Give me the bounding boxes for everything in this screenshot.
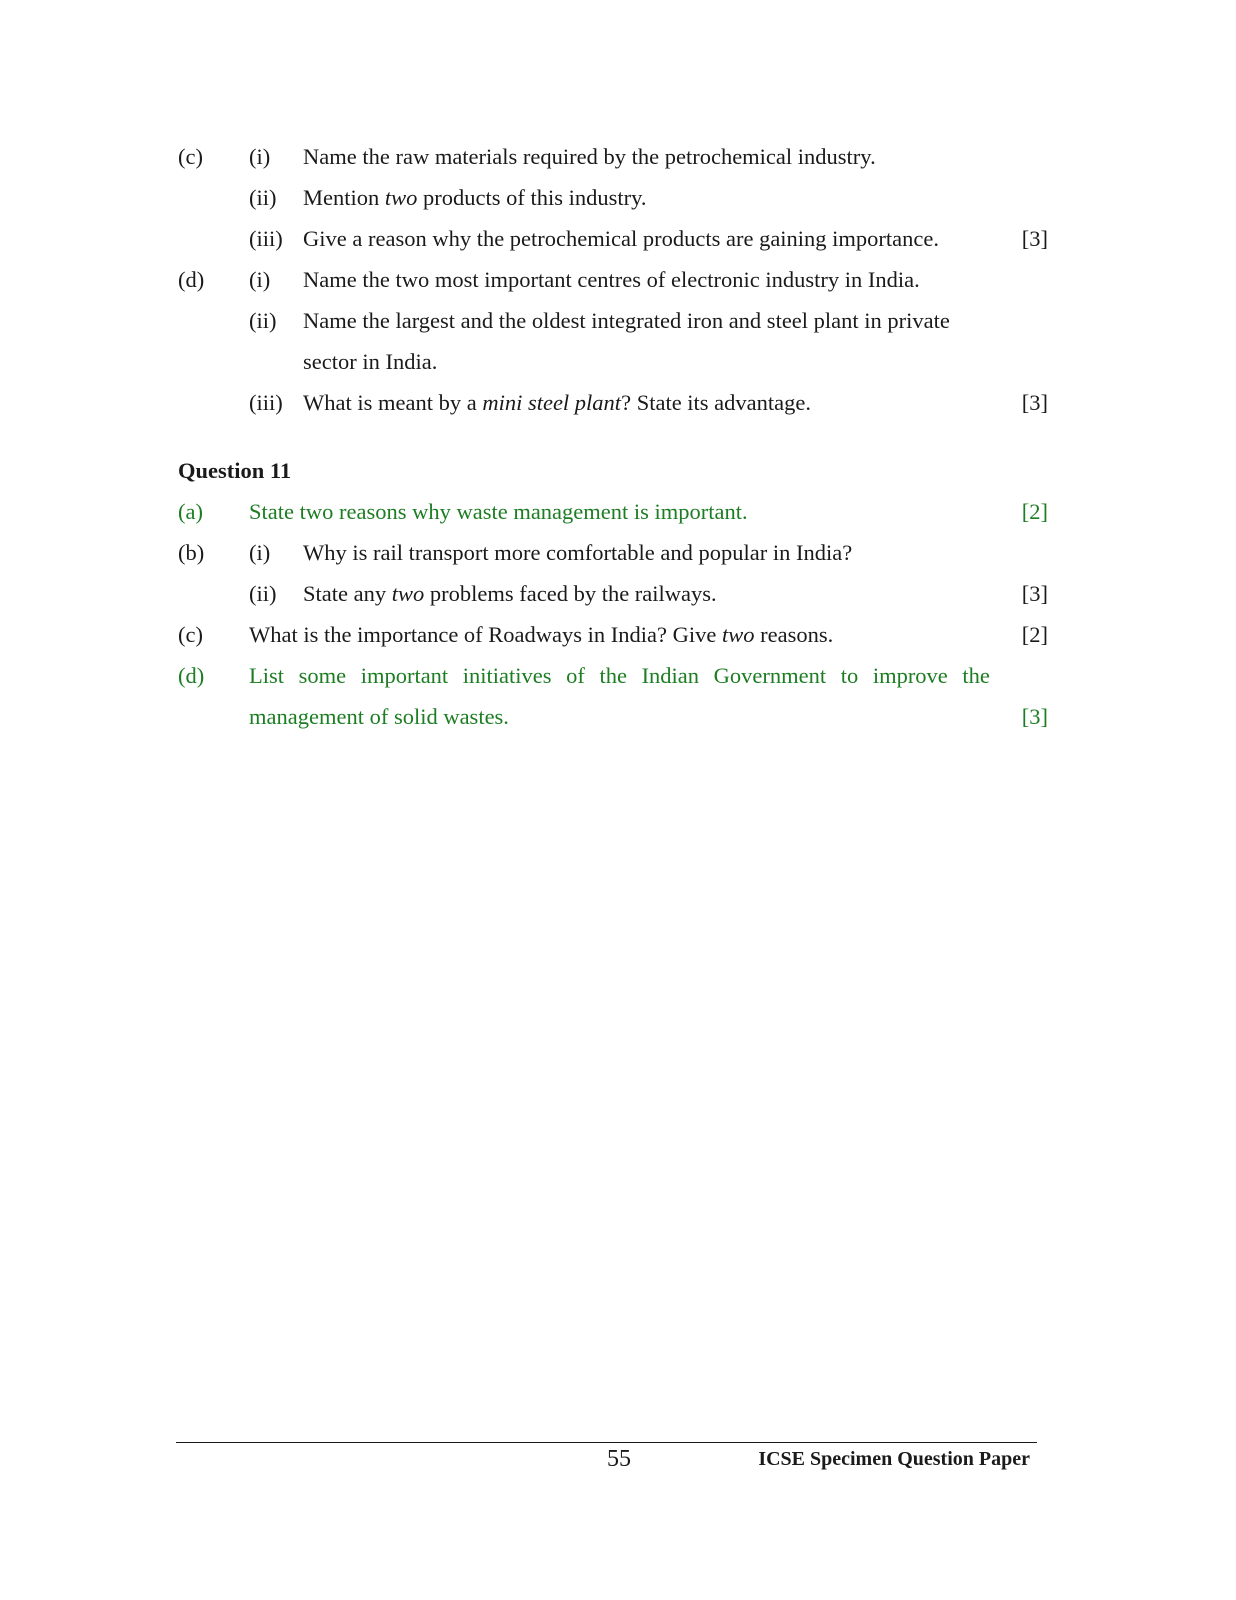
text-segment: State any [303, 581, 392, 606]
question-heading: Question 11 [178, 458, 292, 483]
q10-c-ii-text [303, 183, 647, 213]
q10-d-ii-text-line2: sector in India. [303, 349, 438, 374]
q11-b-i-text: Why is rail transport more comfortable and popular in India? [303, 540, 853, 565]
q10-d-iii-text [303, 388, 811, 418]
q11-c-label: (c) [178, 622, 203, 647]
text-segment: reasons. [754, 622, 834, 647]
q10-c-ii-num: (ii) [249, 185, 277, 210]
q11-d-text-line2: management of solid wastes. [249, 704, 509, 729]
q11-a-marks: [2] [1021, 499, 1048, 524]
text-segment: Mention [303, 185, 385, 210]
text-segment: products of this industry. [417, 185, 647, 210]
word: improve [872, 663, 948, 688]
text-segment: ? State its advantage. [621, 390, 812, 415]
q10-d-label: (d) [178, 267, 205, 292]
q11-d-marks: [3] [1021, 704, 1048, 729]
q11-b-ii-text [303, 579, 717, 609]
word: the [962, 663, 990, 688]
q10-c-i-text: Name the raw materials required by the petrochemical industry. [303, 144, 876, 169]
word: List [249, 663, 285, 688]
q10-d-i-text: Name the two most important centres of electronic industry in India. [303, 267, 920, 292]
italic-text: two [391, 581, 425, 606]
q10-c-i-num: (i) [249, 144, 271, 169]
q11-b-i-num: (i) [249, 540, 271, 565]
q10-c-label: (c) [178, 144, 203, 169]
q11-c-marks: [2] [1021, 622, 1048, 647]
footer-divider [176, 1442, 1037, 1443]
q11-d-label: (d) [178, 663, 205, 688]
word: initiatives [462, 663, 552, 688]
word: Government [713, 663, 827, 688]
word: the [599, 663, 627, 688]
q10-c-iii-text: Give a reason why the petrochemical products are gaining importance. [303, 226, 940, 251]
q11-b-marks: [3] [1021, 581, 1048, 606]
word: important [360, 663, 449, 688]
q11-a-label: (a) [178, 499, 203, 524]
text-segment: What is meant by a [303, 390, 483, 415]
italic-text: two [721, 622, 755, 647]
q10-d-iii-num: (iii) [249, 390, 283, 415]
page-number: 55 [607, 1446, 631, 1472]
q10-d-ii-num: (ii) [249, 308, 277, 333]
italic-text: mini steel plant [482, 390, 622, 415]
q11-c-text [249, 620, 833, 650]
q10-d-ii-text-line1: Name the largest and the oldest integrated iron and steel plant in private [303, 308, 950, 333]
word: of [566, 663, 585, 688]
word: to [840, 663, 859, 688]
footer-title: ICSE Specimen Question Paper [758, 1448, 1030, 1470]
italic-text: two [384, 185, 418, 210]
q11-b-ii-num: (ii) [249, 581, 277, 606]
q11-a-text: State two reasons why waste management is important. [249, 499, 748, 524]
text-segment: What is the importance of Roadways in India? Give [249, 622, 722, 647]
word: Indian [641, 663, 700, 688]
q10-c-marks: [3] [1021, 226, 1048, 251]
q11-d-text-line1 [249, 661, 990, 691]
word: some [298, 663, 347, 688]
q10-d-marks: [3] [1021, 390, 1048, 415]
q11-b-label: (b) [178, 540, 205, 565]
q10-d-i-num: (i) [249, 267, 271, 292]
q10-c-iii-num: (iii) [249, 226, 283, 251]
text-segment: problems faced by the railways. [424, 581, 717, 606]
